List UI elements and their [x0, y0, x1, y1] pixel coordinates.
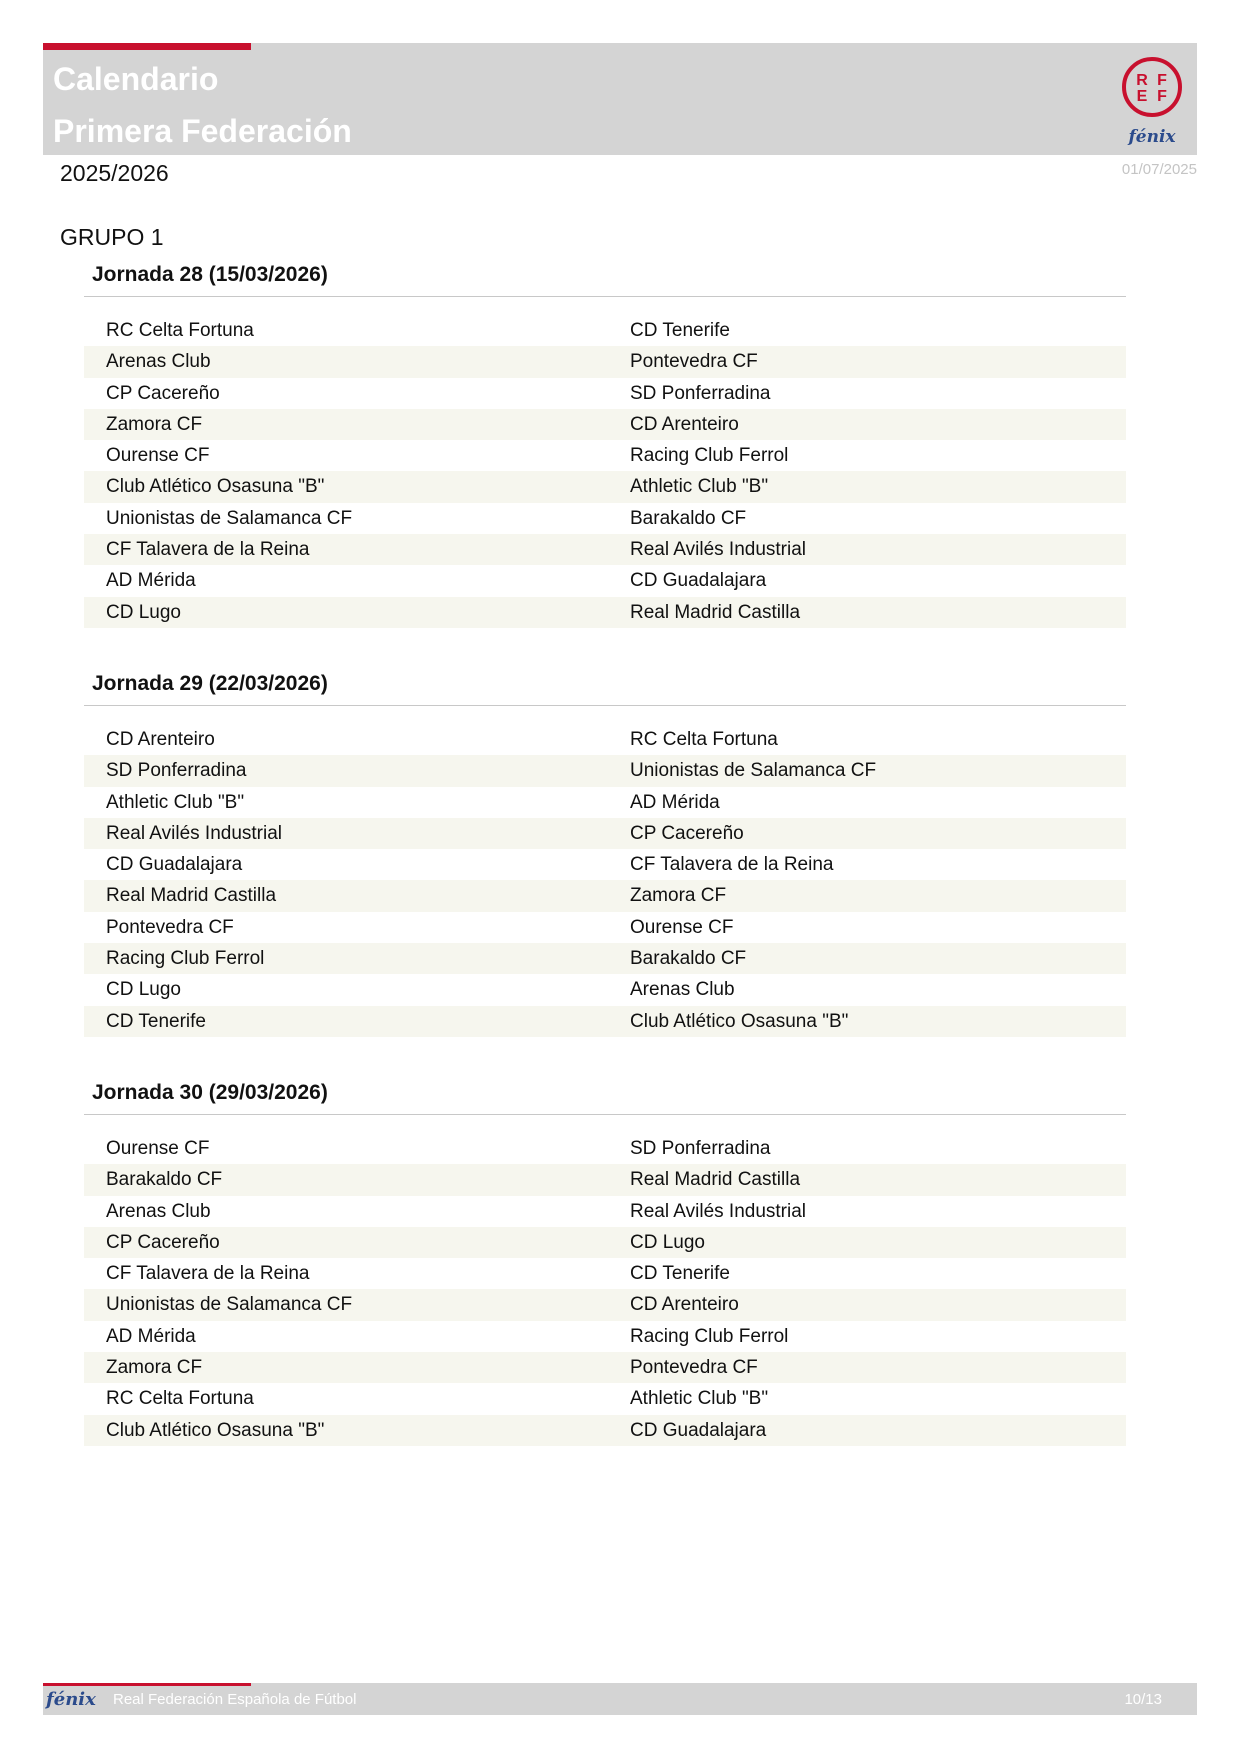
away-team: Zamora CF: [630, 885, 727, 907]
match-row: [84, 378, 1126, 409]
home-team: Unionistas de Salamanca CF: [106, 507, 353, 529]
group-label: GRUPO 1: [60, 224, 164, 250]
page-header: [43, 43, 1197, 155]
match-row: [84, 503, 1126, 534]
home-team: Real Madrid Castilla: [106, 885, 277, 907]
home-team: RC Celta Fortuna: [106, 320, 254, 341]
away-team: CD Guadalajara: [630, 1419, 767, 1441]
home-team: Zamora CF: [106, 413, 203, 435]
home-team: CF Talavera de la Reina: [106, 1263, 310, 1285]
home-team: Zamora CF: [106, 1357, 203, 1379]
home-team: Club Atlético Osasuna "B": [106, 476, 325, 498]
home-team: RC Celta Fortuna: [106, 1388, 254, 1410]
home-team: Unionistas de Salamanca CF: [106, 1294, 353, 1316]
season-label: 2025/2026: [60, 160, 169, 186]
jornada-title: Jornada 30 (29/03/2026): [84, 1077, 1126, 1115]
footer-accent-bar: [43, 1683, 251, 1686]
logo-letter-2: F: [1157, 72, 1167, 89]
away-team: CP Cacereño: [630, 822, 744, 844]
jornada-block: [84, 668, 1126, 1037]
home-team: CP Cacereño: [106, 382, 220, 404]
rfef-logo: [1119, 52, 1185, 148]
jornada-title: Jornada 29 (22/03/2026): [84, 668, 1126, 706]
jornada-title: Jornada 28 (15/03/2026): [84, 259, 1126, 297]
logo-letter-4: F: [1157, 88, 1167, 105]
home-team: AD Mérida: [106, 570, 196, 592]
away-team: Real Madrid Castilla: [630, 1169, 801, 1191]
match-row: [84, 1383, 1126, 1414]
away-team: Ourense CF: [630, 916, 734, 938]
home-team: Racing Club Ferrol: [106, 948, 265, 970]
page-footer: [43, 1683, 1197, 1715]
away-team: Club Atlético Osasuna "B": [630, 1010, 849, 1032]
home-team: SD Ponferradina: [106, 760, 247, 782]
match-row: [84, 1164, 1126, 1195]
away-team: CF Talavera de la Reina: [630, 854, 834, 876]
page-title: Calendario: [53, 61, 219, 97]
match-row: [84, 1196, 1126, 1227]
away-team: Racing Club Ferrol: [630, 1325, 789, 1347]
home-team: Barakaldo CF: [106, 1169, 223, 1191]
away-team: CD Arenteiro: [630, 1294, 739, 1316]
match-row: [84, 1227, 1126, 1258]
competition-title: Primera Federación: [53, 113, 352, 149]
print-date: 01/07/2025: [1121, 161, 1197, 178]
match-row: [84, 1415, 1126, 1446]
away-team: CD Tenerife: [630, 1263, 730, 1285]
away-team: Real Avilés Industrial: [630, 539, 807, 561]
match-row: [84, 1133, 1126, 1164]
match-row: [84, 849, 1126, 880]
match-row: [84, 440, 1126, 471]
match-row: [84, 315, 1126, 346]
match-row: [84, 1258, 1126, 1289]
home-team: Arenas Club: [106, 1200, 211, 1222]
home-team: Ourense CF: [106, 445, 210, 467]
away-team: CD Tenerife: [630, 320, 730, 341]
away-team: CD Lugo: [630, 1231, 705, 1253]
away-team: AD Mérida: [630, 791, 720, 813]
match-list: [84, 724, 1126, 1037]
home-team: CP Cacereño: [106, 1231, 220, 1253]
away-team: Barakaldo CF: [630, 507, 747, 529]
home-team: CD Lugo: [106, 601, 181, 623]
match-row: [84, 565, 1126, 596]
logo-brand-text: fénix: [1128, 127, 1176, 147]
away-team: Pontevedra CF: [630, 351, 758, 373]
home-team: CD Guadalajara: [106, 854, 243, 876]
home-team: CF Talavera de la Reina: [106, 539, 310, 561]
match-row: [84, 1321, 1126, 1352]
away-team: RC Celta Fortuna: [630, 729, 778, 750]
away-team: Athletic Club "B": [630, 476, 769, 498]
match-row: [84, 912, 1126, 943]
home-team: Ourense CF: [106, 1138, 210, 1159]
match-row: [84, 471, 1126, 502]
match-row: [84, 534, 1126, 565]
away-team: SD Ponferradina: [630, 1138, 771, 1159]
logo-letter-1: R: [1136, 72, 1148, 89]
match-row: [84, 787, 1126, 818]
match-row: [84, 1006, 1126, 1037]
home-team: Club Atlético Osasuna "B": [106, 1419, 325, 1441]
home-team: AD Mérida: [106, 1325, 196, 1347]
away-team: Real Madrid Castilla: [630, 601, 801, 623]
away-team: Barakaldo CF: [630, 948, 747, 970]
page-number: 10/13: [1124, 1691, 1162, 1708]
home-team: Pontevedra CF: [106, 916, 234, 938]
match-row: [84, 880, 1126, 911]
match-row: [84, 724, 1126, 755]
jornada-block: [84, 1077, 1126, 1446]
home-team: Real Avilés Industrial: [106, 822, 283, 844]
match-row: [84, 1289, 1126, 1320]
away-team: SD Ponferradina: [630, 382, 771, 404]
header-accent-bar: [43, 43, 251, 50]
home-team: Arenas Club: [106, 351, 211, 373]
away-team: Pontevedra CF: [630, 1357, 758, 1379]
away-team: Unionistas de Salamanca CF: [630, 760, 877, 782]
match-row: [84, 818, 1126, 849]
match-row: [84, 597, 1126, 628]
home-team: CD Arenteiro: [106, 729, 215, 750]
footer-brand-logo: fénix: [46, 1689, 96, 1710]
jornada-block: [84, 259, 1126, 628]
match-row: [84, 943, 1126, 974]
logo-letter-3: E: [1136, 88, 1148, 105]
match-row: [84, 1352, 1126, 1383]
home-team: Athletic Club "B": [106, 791, 245, 813]
match-row: [84, 974, 1126, 1005]
match-row: [84, 755, 1126, 786]
away-team: Racing Club Ferrol: [630, 445, 789, 467]
match-list: [84, 1133, 1126, 1446]
match-row: [84, 346, 1126, 377]
away-team: Arenas Club: [630, 979, 735, 1001]
away-team: Athletic Club "B": [630, 1388, 769, 1410]
home-team: CD Tenerife: [106, 1010, 206, 1032]
match-list: [84, 315, 1126, 628]
away-team: CD Guadalajara: [630, 570, 767, 592]
match-row: [84, 409, 1126, 440]
footer-organization: Real Federación Española de Fútbol: [113, 1691, 357, 1708]
home-team: CD Lugo: [106, 979, 181, 1001]
away-team: CD Arenteiro: [630, 413, 739, 435]
away-team: Real Avilés Industrial: [630, 1200, 807, 1222]
